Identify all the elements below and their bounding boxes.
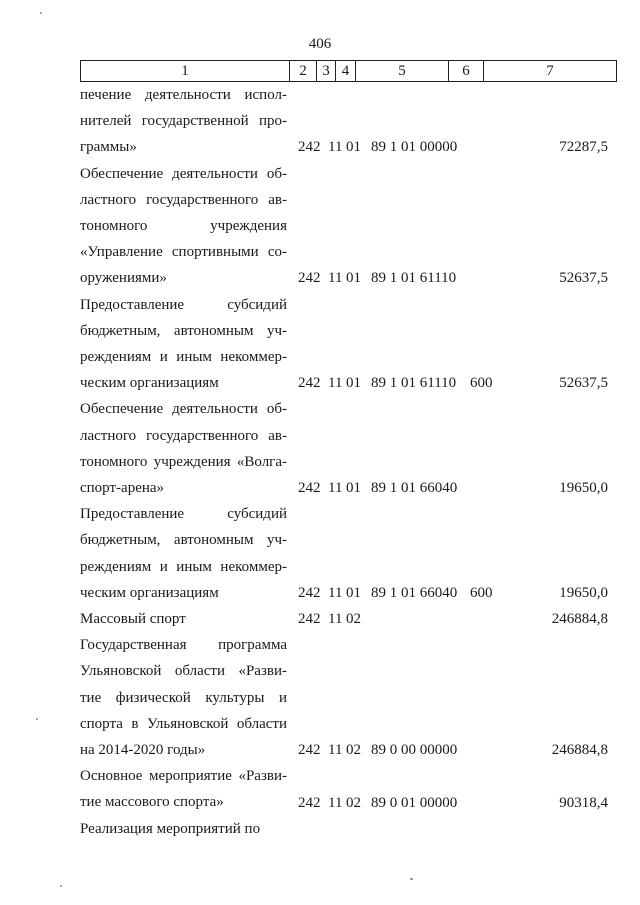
row-codes [0, 580, 640, 606]
scan-speck [60, 885, 62, 887]
scan-speck [410, 878, 413, 880]
description-line: «Управление спортивными со- [80, 244, 287, 261]
description-line: Предоставление субсидий [80, 506, 287, 523]
code-cell-c4: 01 [346, 480, 361, 497]
description-line: тономного учреждения «Волга- [80, 453, 287, 470]
description-line: ластного государственного ав- [80, 427, 287, 444]
description-line: на 2014-2020 годы» [80, 742, 206, 759]
code-cell-c2: 242 [298, 375, 321, 392]
description-line: бюджетным, автономным уч- [80, 322, 287, 339]
code-cell-c7: 52637,5 [559, 375, 608, 392]
row-codes [0, 370, 640, 396]
code-cell-c7: 246884,8 [551, 611, 608, 628]
code-cell-c4: 02 [346, 742, 361, 759]
code-cell-c5: 89 1 01 61110 [371, 375, 457, 392]
table-row [0, 292, 640, 397]
row-codes [0, 134, 640, 160]
description-line: граммы» [80, 139, 137, 156]
description-line: реждениям и иным некоммер- [80, 349, 287, 366]
description-line: Основное мероприятие «Разви- [80, 768, 287, 785]
column-header-1: 1 [81, 61, 290, 82]
description-line: тие физической культуры и [80, 689, 287, 706]
column-header-6: 6 [449, 61, 484, 82]
code-cell-c7: 72287,5 [559, 139, 608, 156]
description-line: Государственная программа [80, 637, 287, 654]
code-cell-c5: 89 0 00 00000 [371, 742, 458, 759]
description-line: тономного учреждения [80, 218, 287, 235]
budget-rows [0, 82, 640, 842]
code-cell-c7: 52637,5 [559, 270, 608, 287]
description-line: бюджетным, автономным уч- [80, 532, 287, 549]
scan-speck [36, 718, 38, 720]
code-cell-c4: 02 [346, 611, 361, 628]
code-cell-c3: 11 [328, 480, 343, 497]
code-cell-c2: 242 [298, 480, 321, 497]
code-cell-c2: 242 [298, 139, 321, 156]
row-codes [0, 265, 640, 291]
table-row [0, 396, 640, 501]
code-cell-c5: 89 1 01 61110 [371, 270, 457, 287]
description-line: ластного государственного ав- [80, 191, 287, 208]
table-row [0, 816, 640, 842]
column-header-2: 2 [290, 61, 317, 82]
code-cell-c7: 90318,4 [559, 794, 608, 811]
table-row [0, 632, 640, 763]
code-cell-c3: 11 [328, 742, 343, 759]
code-cell-c7: 246884,8 [551, 742, 608, 759]
code-cell-c7: 19650,0 [559, 480, 608, 497]
code-cell-c4: 01 [346, 270, 361, 287]
column-header-4: 4 [336, 61, 356, 82]
code-cell-c3: 11 [328, 139, 343, 156]
code-cell-c4: 01 [346, 584, 361, 601]
code-cell-c2: 242 [298, 584, 321, 601]
code-cell-c5: 89 1 01 66040 [371, 584, 458, 601]
description-line: Массовый спорт [80, 611, 186, 628]
column-header-table [80, 60, 617, 82]
code-cell-c3: 11 [328, 611, 343, 628]
description-line: Предоставление субсидий [80, 296, 287, 313]
table-row [0, 82, 640, 161]
code-cell-c2: 242 [298, 794, 321, 811]
column-header-7: 7 [484, 61, 617, 82]
code-cell-c5: 89 1 01 66040 [371, 480, 458, 497]
code-cell-c4: 01 [346, 375, 361, 392]
code-cell-c3: 11 [328, 794, 343, 811]
code-cell-c2: 242 [298, 742, 321, 759]
row-codes [0, 475, 640, 501]
table-row [0, 606, 640, 632]
table-row [0, 501, 640, 606]
description-line: Обеспечение деятельности об- [80, 165, 287, 182]
description-line: реждениям и иным некоммер- [80, 558, 287, 575]
description-line: тие массового спорта» [80, 794, 224, 811]
description-line: печение деятельности испол- [80, 87, 287, 103]
code-cell-c4: 02 [346, 794, 361, 811]
code-cell-c3: 11 [328, 375, 343, 392]
row-codes [0, 606, 640, 632]
description-line: ческим организациям [80, 584, 219, 601]
code-cell-c2: 242 [298, 270, 321, 287]
description-line: Обеспечение деятельности об- [80, 401, 287, 418]
table-row [0, 763, 640, 815]
table-row [0, 161, 640, 292]
column-header-5: 5 [356, 61, 449, 82]
page-number: 406 [308, 36, 332, 52]
scan-speck [40, 12, 42, 14]
row-codes [0, 790, 640, 816]
description-line: спорта в Ульяновской области [80, 715, 287, 732]
code-cell-c3: 11 [328, 270, 343, 287]
description-line: Реализация мероприятий по [80, 820, 261, 837]
description-line: ческим организациям [80, 375, 219, 392]
row-codes [0, 737, 640, 763]
code-cell-c7: 19650,0 [559, 584, 608, 601]
description-line: нителей государственной про- [80, 113, 287, 130]
description-line: Ульяновской области «Разви- [80, 663, 287, 680]
code-cell-c4: 01 [346, 139, 361, 156]
code-cell-c3: 11 [328, 584, 343, 601]
code-cell-c2: 242 [298, 611, 321, 628]
code-cell-c6: 600 [470, 375, 493, 392]
column-header-3: 3 [317, 61, 336, 82]
code-cell-c6: 600 [470, 584, 493, 601]
row-codes [0, 816, 640, 842]
description-line: оружениями» [80, 270, 167, 287]
code-cell-c5: 89 1 01 00000 [371, 139, 458, 156]
description-line: спорт-арена» [80, 480, 165, 497]
code-cell-c5: 89 0 01 00000 [371, 794, 458, 811]
